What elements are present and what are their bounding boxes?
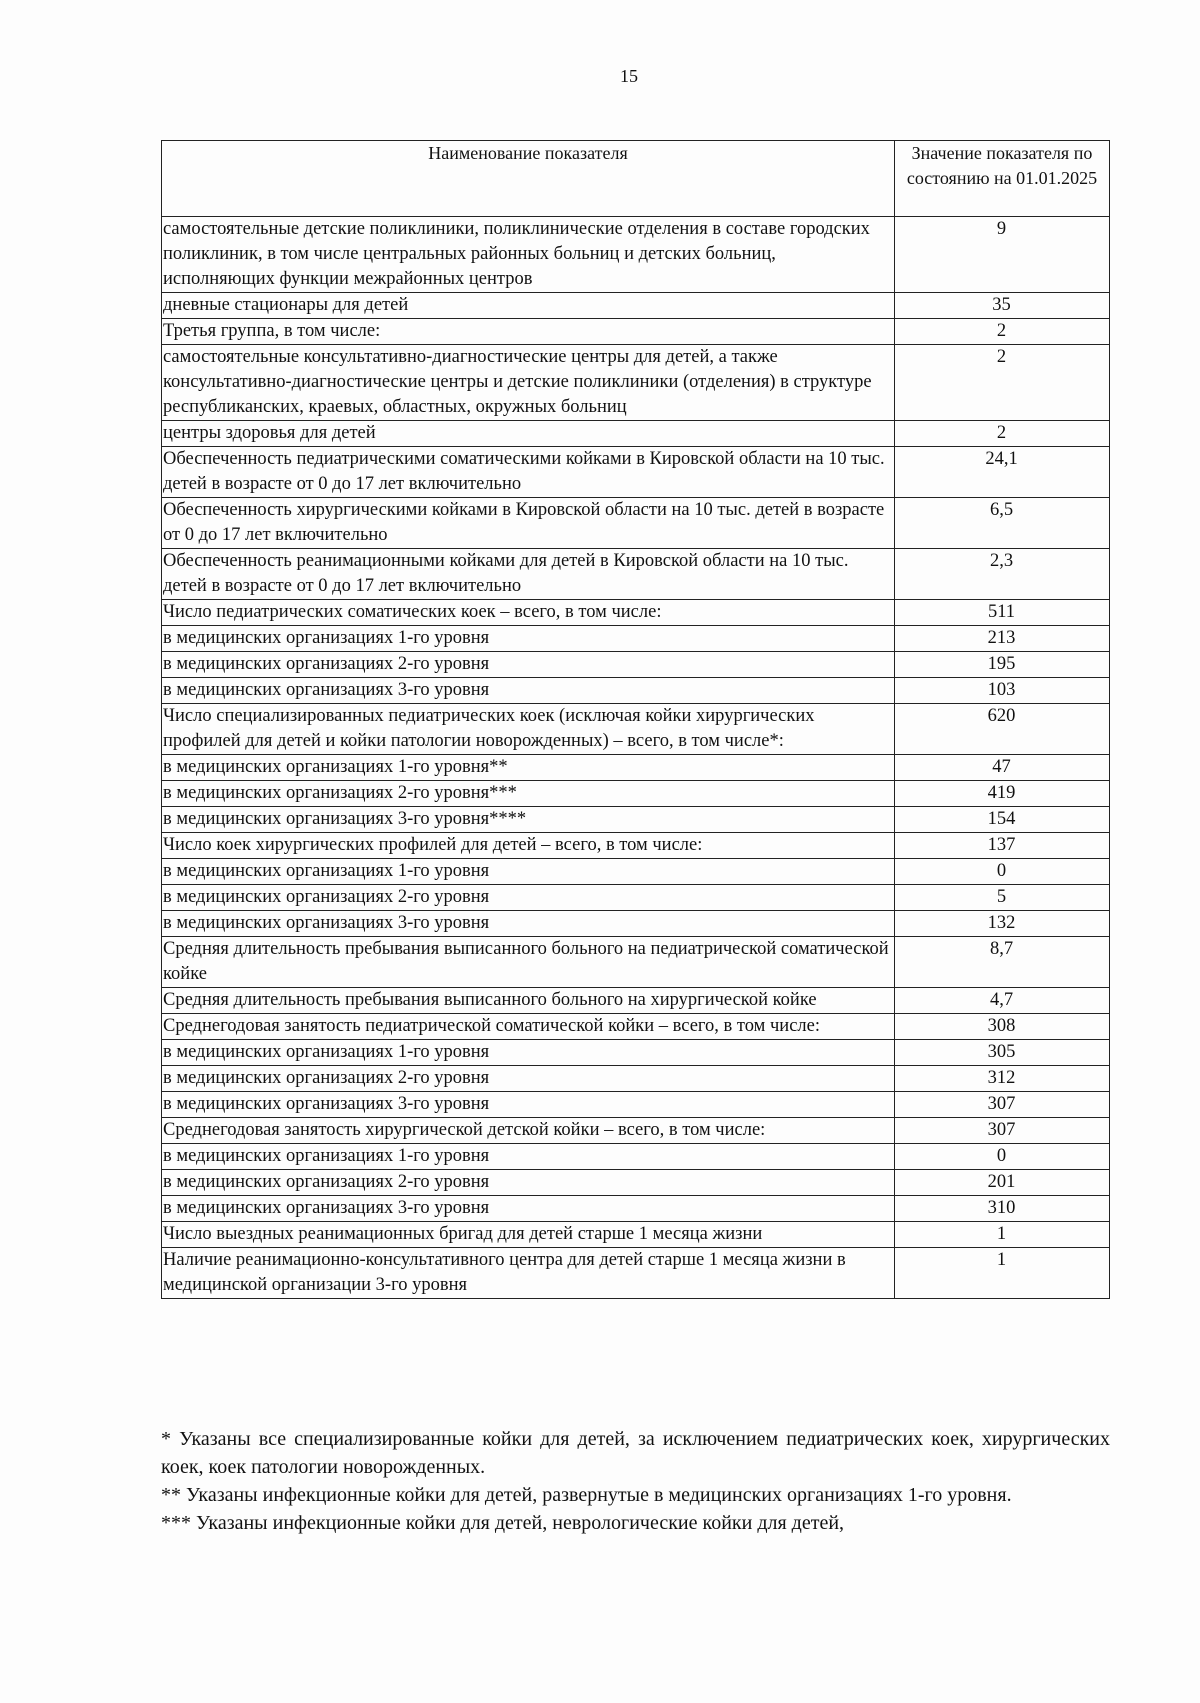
indicator-name: центры здоровья для детей [162,421,895,447]
indicator-name: Средняя длительность пребывания выписанного больного на педиатрической соматической койке [162,937,895,988]
table-row [162,1222,1110,1248]
header-indicator-name: Наименование показателя [162,141,895,217]
page-number: 15 [620,66,638,86]
table-row [162,885,1110,911]
indicator-value: 132 [895,911,1110,937]
indicator-name: в медицинских организациях 1-го уровня** [162,755,895,781]
indicator-name: Средняя длительность пребывания выписанного больного на хирургической койке [162,988,895,1014]
table-row [162,1144,1110,1170]
table-row [162,1066,1110,1092]
indicator-name: в медицинских организациях 3-го уровня [162,911,895,937]
table-row [162,807,1110,833]
indicator-name: в медицинских организациях 2-го уровня [162,1066,895,1092]
indicator-name: Число педиатрических соматических коек – всего, в том числе: [162,600,895,626]
indicator-name: в медицинских организациях 1-го уровня [162,626,895,652]
indicator-value: 312 [895,1066,1110,1092]
table-row [162,704,1110,755]
indicator-name: в медицинских организациях 3-го уровня [162,1092,895,1118]
indicator-name: Третья группа, в том числе: [162,319,895,345]
indicator-name: самостоятельные детские поликлиники, поликлинические отделения в составе городских поликлиник, в том числе центральных районных больниц и детских больниц, исполняющих функции межрайонных центров [162,217,895,293]
indicator-name: в медицинских организациях 2-го уровня [162,1170,895,1196]
indicator-name: в медицинских организациях 2-го уровня*** [162,781,895,807]
indicator-value: 103 [895,678,1110,704]
indicators-table [161,140,1110,1299]
table-row [162,937,1110,988]
table-header-row [162,141,1110,217]
table-row [162,600,1110,626]
indicator-value: 47 [895,755,1110,781]
indicator-value: 308 [895,1014,1110,1040]
table-row [162,498,1110,549]
indicator-value: 2 [895,345,1110,421]
table-row [162,626,1110,652]
indicator-value: 201 [895,1170,1110,1196]
indicator-value: 1 [895,1248,1110,1299]
indicator-name: в медицинских организациях 2-го уровня [162,885,895,911]
table-row [162,1196,1110,1222]
table-row [162,833,1110,859]
indicator-value: 9 [895,217,1110,293]
table-row [162,293,1110,319]
indicator-value: 6,5 [895,498,1110,549]
indicator-name: Обеспеченность педиатрическими соматическими койками в Кировской области на 10 тыс. детей в возрасте от 0 до 17 лет включительно [162,447,895,498]
indicator-value: 1 [895,1222,1110,1248]
indicator-value: 0 [895,859,1110,885]
indicator-value: 2 [895,319,1110,345]
indicator-name: Обеспеченность хирургическими койками в Кировской области на 10 тыс. детей в возрасте от 0 до 17 лет включительно [162,498,895,549]
table-row [162,421,1110,447]
indicator-name: Среднегодовая занятость педиатрической соматической койки – всего, в том числе: [162,1014,895,1040]
indicator-name: Наличие реанимационно-консультативного центра для детей старше 1 месяца жизни в медицинской организации 3-го уровня [162,1248,895,1299]
indicator-value: 0 [895,1144,1110,1170]
indicator-name: в медицинских организациях 3-го уровня**** [162,807,895,833]
indicator-value: 35 [895,293,1110,319]
table-row [162,859,1110,885]
indicator-value: 4,7 [895,988,1110,1014]
indicator-value: 307 [895,1118,1110,1144]
table-row [162,1118,1110,1144]
indicator-name: в медицинских организациях 1-го уровня [162,859,895,885]
indicator-value: 2,3 [895,549,1110,600]
table-row [162,217,1110,293]
indicator-value: 213 [895,626,1110,652]
indicator-value: 195 [895,652,1110,678]
table-row [162,678,1110,704]
footnote-2: ** Указаны инфекционные койки для детей, развернутые в медицинских организациях 1-го уровня. [161,1484,1012,1506]
indicator-name: Число специализированных педиатрических коек (исключая койки хирургических профилей для детей и койки патологии новорожденных) – всего, в том числе*: [162,704,895,755]
indicator-value: 5 [895,885,1110,911]
table-row [162,319,1110,345]
table-row [162,1014,1110,1040]
indicator-value: 24,1 [895,447,1110,498]
table-row [162,781,1110,807]
indicator-name: Обеспеченность реанимационными койками для детей в Кировской области на 10 тыс. детей в возрасте от 0 до 17 лет включительно [162,549,895,600]
footnote-1: * Указаны все специализированные койки для детей, за исключением педиатрических коек, хирургических коек, коек патологии новорожденных. [161,1428,1110,1478]
indicator-name: Число выездных реанимационных бригад для детей старше 1 месяца жизни [162,1222,895,1248]
indicator-name: в медицинских организациях 1-го уровня [162,1040,895,1066]
footnote-3: *** Указаны инфекционные койки для детей, неврологические койки для детей, [161,1512,845,1534]
indicator-value: 154 [895,807,1110,833]
table-body [162,217,1110,1299]
table-row [162,755,1110,781]
indicator-name: самостоятельные консультативно-диагностические центры для детей, а также консультативно-диагностические центры и детские поликлиники (отделения) в структуре республиканских, краевых, областных, окружных больниц [162,345,895,421]
indicator-value: 310 [895,1196,1110,1222]
table-row [162,1092,1110,1118]
indicator-value: 8,7 [895,937,1110,988]
table-row [162,549,1110,600]
table-row [162,988,1110,1014]
table-row [162,1040,1110,1066]
table-row [162,911,1110,937]
indicator-name: в медицинских организациях 2-го уровня [162,652,895,678]
indicator-name: в медицинских организациях 3-го уровня [162,678,895,704]
indicator-name: дневные стационары для детей [162,293,895,319]
indicator-value: 305 [895,1040,1110,1066]
table-row [162,447,1110,498]
table-row [162,1248,1110,1299]
indicator-value: 307 [895,1092,1110,1118]
header-indicator-value: Значение показателя по состоянию на 01.01.2025 [895,141,1110,217]
indicator-value: 511 [895,600,1110,626]
indicator-name: Среднегодовая занятость хирургической детской койки – всего, в том числе: [162,1118,895,1144]
table-row [162,1170,1110,1196]
indicator-name: Число коек хирургических профилей для детей – всего, в том числе: [162,833,895,859]
table-row [162,345,1110,421]
table-row [162,652,1110,678]
indicator-name: в медицинских организациях 1-го уровня [162,1144,895,1170]
indicator-value: 137 [895,833,1110,859]
indicator-value: 2 [895,421,1110,447]
footnotes [161,1425,1110,1537]
indicator-name: в медицинских организациях 3-го уровня [162,1196,895,1222]
indicator-value: 620 [895,704,1110,755]
indicator-value: 419 [895,781,1110,807]
